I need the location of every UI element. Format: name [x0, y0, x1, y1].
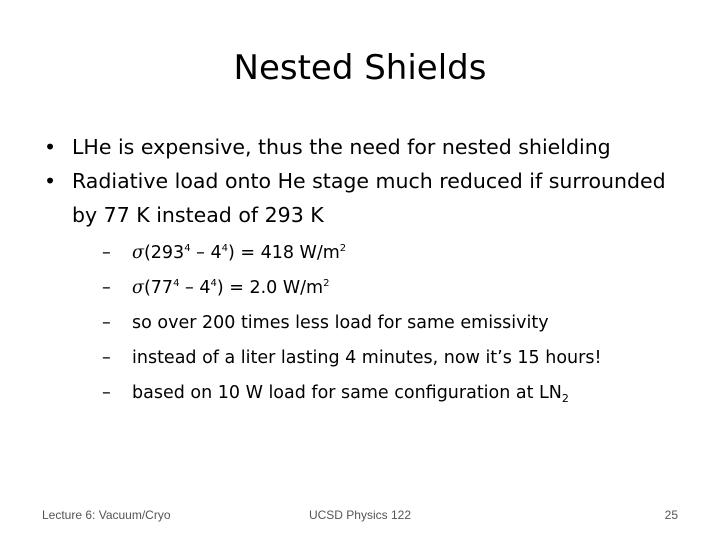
exponent: 4	[173, 278, 180, 289]
slide-title: Nested Shields	[233, 48, 487, 88]
dash-glyph: –	[102, 243, 111, 263]
dash-glyph: –	[102, 278, 111, 298]
sub-bullet-text: so over 200 times less load for same emissivity	[132, 313, 549, 333]
exponent: 2	[339, 243, 347, 254]
formula-part: ) = 2.0 W/m	[216, 278, 324, 298]
footer-course: UCSD Physics 122	[308, 508, 412, 522]
bullet-list	[44, 130, 684, 411]
footer-lecture: Lecture 6: Vacuum/Cryo	[42, 508, 171, 522]
exponent: 4	[184, 243, 191, 254]
sigma-symbol: σ	[132, 278, 144, 298]
formula-part: ) = 418 W/m	[227, 243, 340, 263]
exponent: 4	[221, 243, 228, 254]
subscript: 2	[561, 392, 569, 405]
dash-glyph: –	[102, 383, 111, 403]
sub-bullet-item	[72, 236, 684, 271]
sub-bullet-list	[72, 236, 684, 411]
formula-part: (77	[143, 278, 174, 298]
dash-glyph: –	[102, 348, 111, 368]
bullet-glyph: •	[44, 135, 57, 159]
exponent: 4	[210, 278, 217, 289]
formula-part: – 4	[190, 243, 222, 263]
bullet-item	[44, 164, 684, 411]
bullet-text: Radiative load onto He stage much reduced if surrounded by 77 K instead of 293 K	[72, 169, 666, 227]
bullet-text: LHe is expensive, thus the need for nested shielding	[72, 135, 611, 159]
sigma-symbol: σ	[132, 243, 144, 263]
sub-bullet-item	[72, 306, 684, 341]
dash-glyph: –	[102, 313, 111, 333]
formula-part: (293	[143, 243, 185, 263]
sub-bullet-item	[72, 376, 684, 411]
sub-bullet-text: based on 10 W load for same configuration at LN	[132, 383, 562, 403]
bullet-glyph: •	[44, 169, 57, 193]
exponent: 2	[323, 278, 330, 289]
bullet-item	[44, 130, 684, 164]
sub-bullet-text: instead of a liter lasting 4 minutes, now it’s 15 hours!	[132, 348, 602, 368]
sub-bullet-item	[72, 341, 684, 376]
sub-bullet-item	[72, 271, 684, 306]
formula-part: – 4	[179, 278, 211, 298]
footer-page-number: 25	[664, 508, 678, 522]
